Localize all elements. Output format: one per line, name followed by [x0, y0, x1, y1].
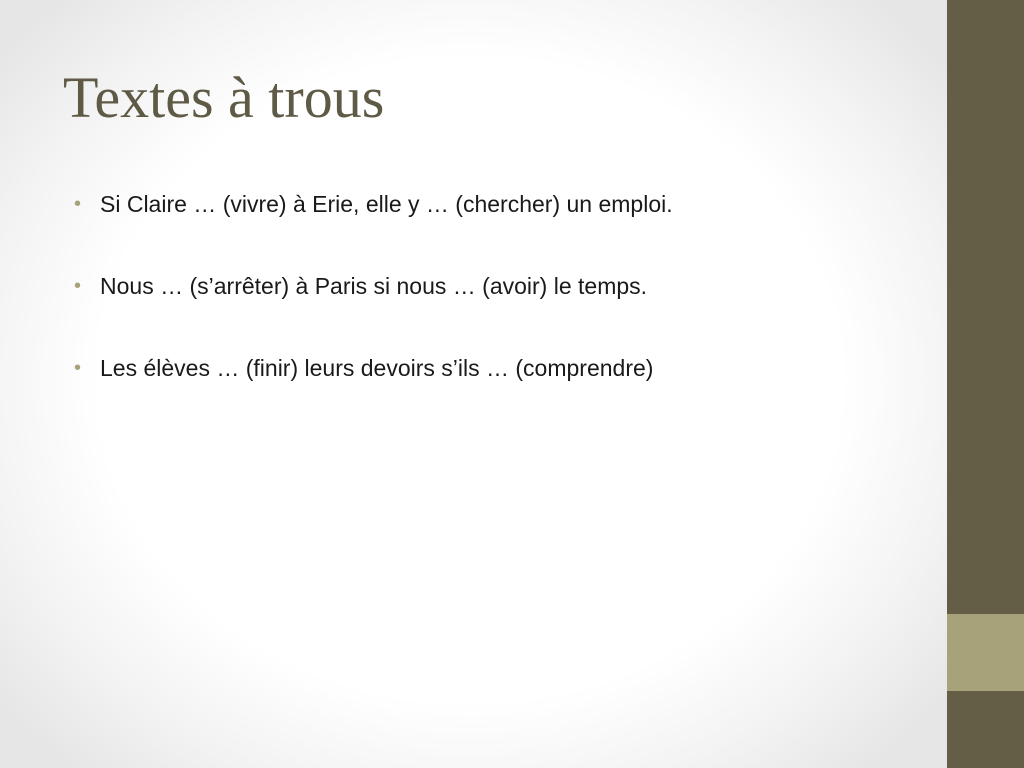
bullet-list — [72, 186, 932, 432]
bullet-text-1: Si Claire … (vivre) à Erie, elle y … (chercher) un emploi. — [100, 191, 673, 217]
side-decoration-accent — [947, 614, 1024, 691]
bullet-text-3: Les élèves … (finir) leurs devoirs s’ils … (comprendre) — [100, 355, 654, 381]
bullet-icon: • — [74, 193, 82, 215]
bullet-icon: • — [74, 275, 82, 297]
bullet-text-2: Nous … (s’arrêter) à Paris si nous … (avoir) le temps. — [100, 273, 648, 299]
bullet-item-3 — [72, 350, 932, 432]
bullet-item-1 — [72, 186, 932, 268]
bullet-item-2 — [72, 268, 932, 350]
bullet-icon: • — [74, 357, 82, 379]
slide-title: Textes à trous — [63, 65, 385, 130]
